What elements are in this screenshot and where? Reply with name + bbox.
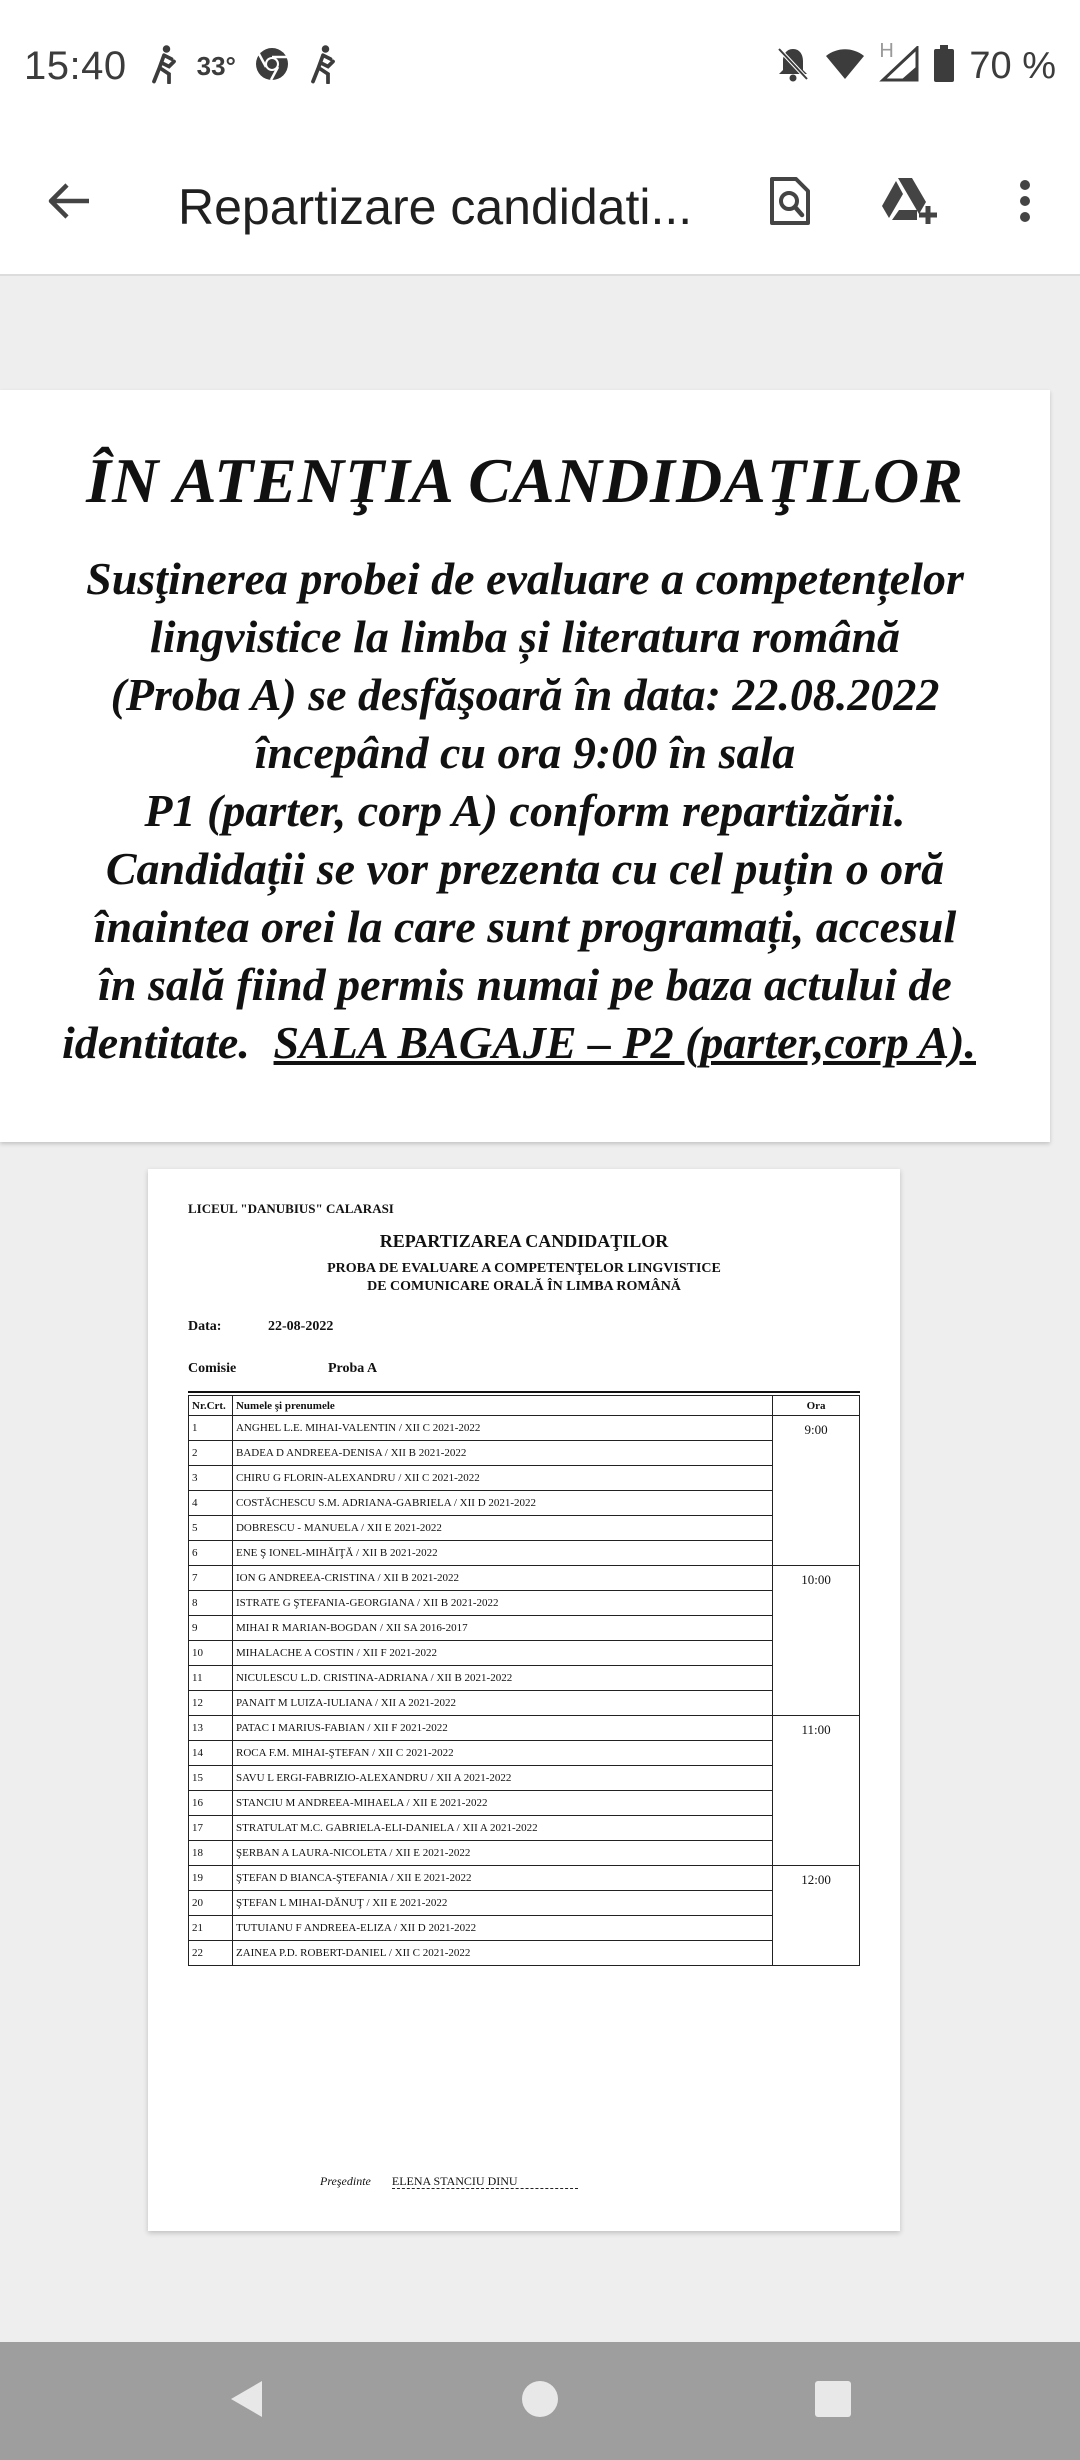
battery-percent: 70 %	[969, 44, 1056, 87]
column-header-time: Ora	[773, 1396, 860, 1416]
notifications-off-icon	[775, 45, 811, 88]
nav-back-icon	[228, 2378, 266, 2425]
status-bar	[0, 0, 1080, 132]
table-row	[189, 1791, 860, 1816]
candidate-name: ANGHEL L.E. MIHAI-VALENTIN / XII C 2021-2022	[232, 1416, 772, 1441]
document-subtitle: DE COMUNICARE ORALĂ ÎN LIMBA ROMÂNĂ	[367, 1279, 681, 1294]
row-number: 4	[189, 1491, 233, 1516]
battery-icon	[933, 45, 955, 88]
row-number: 7	[189, 1566, 233, 1591]
table-header	[189, 1396, 860, 1416]
divider	[188, 1391, 860, 1393]
date-value: 22-08-2022	[268, 1319, 334, 1334]
table-row	[189, 1916, 860, 1941]
table-row	[189, 1716, 860, 1741]
notice-body	[0, 550, 1050, 1072]
pdf-page-notice	[0, 390, 1050, 1142]
table-row	[189, 1691, 860, 1716]
row-number: 3	[189, 1466, 233, 1491]
candidate-name: MIHAI R MARIAN-BOGDAN / XII SA 2016-2017	[232, 1616, 772, 1641]
time-slot: 12:00	[773, 1866, 860, 1966]
candidate-name: ION G ANDREEA-CRISTINA / XII B 2021-2022	[232, 1566, 772, 1591]
table-row	[189, 1466, 860, 1491]
table-row	[189, 1516, 860, 1541]
candidate-name: ŞTEFAN D BIANCA-ŞTEFANIA / XII E 2021-2022	[232, 1866, 772, 1891]
candidate-name: ŞERBAN A LAURA-NICOLETA / XII E 2021-2022	[232, 1841, 772, 1866]
candidate-name: NICULESCU L.D. CRISTINA-ADRIANA / XII B 2021-2022	[232, 1666, 772, 1691]
notice-line: P1 (parter, corp A) conform repartizării.	[144, 785, 906, 836]
notice-line	[24, 1014, 1026, 1072]
add-to-drive-icon	[880, 176, 940, 231]
school-name: LICEUL "DANUBIUS" CALARASI	[188, 1201, 394, 1216]
document-subtitle: PROBA DE EVALUARE A COMPETENŢELOR LINGVISTICE	[327, 1261, 721, 1276]
time-slot: 9:00	[773, 1416, 860, 1566]
notice-line: înaintea orei la care sunt programați, accesul	[93, 901, 957, 952]
notice-heading: ÎN ATENŢIA CANDIDAŢILOR	[86, 445, 964, 516]
table-row	[189, 1591, 860, 1616]
notice-line: în sală fiind permis numai pe baza actului de	[98, 959, 952, 1010]
table-row	[189, 1441, 860, 1466]
notice-line: lingvistice la limba și literatura română	[149, 611, 901, 662]
candidate-name: COSTĂCHESCU S.M. ADRIANA-GABRIELA / XII D 2021-2022	[232, 1491, 772, 1516]
candidate-name: CHIRU G FLORIN-ALEXANDRU / XII C 2021-2022	[232, 1466, 772, 1491]
candidate-name: PATAC I MARIUS-FABIAN / XII F 2021-2022	[232, 1716, 772, 1741]
document-viewer[interactable]	[0, 278, 1080, 2342]
candidate-name: ISTRATE G ŞTEFANIA-GEORGIANA / XII B 2021-2022	[232, 1591, 772, 1616]
table-row	[189, 1541, 860, 1566]
nav-home-button[interactable]	[480, 2342, 600, 2460]
date-row	[188, 1319, 334, 1335]
more-vert-icon	[1018, 179, 1032, 228]
table-row	[189, 1866, 860, 1891]
commission-row	[188, 1361, 378, 1377]
candidate-name: DOBRESCU - MANUELA / XII E 2021-2022	[232, 1516, 772, 1541]
row-number: 11	[189, 1666, 233, 1691]
status-temperature: 33°	[196, 50, 236, 81]
signal-icon: H	[879, 46, 919, 87]
row-number: 9	[189, 1616, 233, 1641]
table-row	[189, 1941, 860, 1966]
row-number: 8	[189, 1591, 233, 1616]
pdf-page-allocation	[148, 1169, 900, 2231]
nav-home-icon	[520, 2379, 560, 2424]
row-number: 1	[189, 1416, 233, 1441]
notice-line: Candidații se vor prezenta cu cel puțin o oră	[105, 843, 945, 894]
table-body	[189, 1416, 860, 1966]
president-name: ELENA STANCIU DINU	[392, 2174, 578, 2189]
document-title: REPARTIZAREA CANDIDAŢILOR	[379, 1231, 669, 1251]
walk-icon	[149, 44, 179, 89]
candidate-name: STRATULAT M.C. GABRIELA-ELI-DANIELA / XII A 2021-2022	[232, 1816, 772, 1841]
president-label: Preşedinte	[320, 2174, 371, 2188]
table-row	[189, 1766, 860, 1791]
row-number: 20	[189, 1891, 233, 1916]
row-number: 6	[189, 1541, 233, 1566]
time-slot: 10:00	[773, 1566, 860, 1716]
row-number: 2	[189, 1441, 233, 1466]
table-row	[189, 1816, 860, 1841]
candidate-name: BADEA D ANDREEA-DENISA / XII B 2021-2022	[232, 1441, 772, 1466]
row-number: 12	[189, 1691, 233, 1716]
row-number: 15	[189, 1766, 233, 1791]
notice-line: Susţinerea probei de evaluare a competențelor	[86, 553, 964, 604]
candidate-name: SAVU L ERGI-FABRIZIO-ALEXANDRU / XII A 2021-2022	[232, 1766, 772, 1791]
table-row	[189, 1641, 860, 1666]
row-number: 21	[189, 1916, 233, 1941]
table-row	[189, 1616, 860, 1641]
row-number: 16	[189, 1791, 233, 1816]
candidate-name: MIHALACHE A COSTIN / XII F 2021-2022	[232, 1641, 772, 1666]
back-button[interactable]	[0, 131, 138, 275]
table-row	[189, 1491, 860, 1516]
president-signature-line	[320, 2174, 578, 2189]
find-in-page-icon	[768, 175, 812, 232]
add-to-drive-button[interactable]	[850, 131, 970, 275]
notice-line: (Proba A) se desfăşoară în data: 22.08.2022	[110, 669, 940, 720]
find-in-page-button[interactable]	[730, 131, 850, 275]
row-number: 13	[189, 1716, 233, 1741]
row-number: 19	[189, 1866, 233, 1891]
navigation-bar	[0, 2342, 1080, 2460]
row-number: 22	[189, 1941, 233, 1966]
candidate-name: ROCA F.M. MIHAI-ŞTEFAN / XII C 2021-2022	[232, 1741, 772, 1766]
column-header-name: Numele şi prenumele	[232, 1396, 772, 1416]
page-title: Repartizare candidati...	[178, 179, 693, 235]
candidate-name: ZAINEA P.D. ROBERT-DANIEL / XII C 2021-2022	[232, 1941, 772, 1966]
table-row	[189, 1416, 860, 1441]
nav-recents-icon	[814, 2380, 852, 2423]
back-arrow-icon	[47, 181, 91, 226]
table-row	[189, 1891, 860, 1916]
row-number: 10	[189, 1641, 233, 1666]
candidate-name: ŞTEFAN L MIHAI-DĂNUŢ / XII E 2021-2022	[232, 1891, 772, 1916]
row-number: 5	[189, 1516, 233, 1541]
table-row	[189, 1566, 860, 1591]
candidate-name: ENE Ş IONEL-MIHĂIŢĂ / XII B 2021-2022	[232, 1541, 772, 1566]
candidate-name: STANCIU M ANDREEA-MIHAELA / XII E 2021-2022	[232, 1791, 772, 1816]
notice-line-start: identitate.	[62, 1017, 250, 1068]
app-bar	[0, 132, 1080, 276]
table-row	[189, 1666, 860, 1691]
table-row	[189, 1741, 860, 1766]
row-number: 17	[189, 1816, 233, 1841]
notice-baggage-room: SALA BAGAJE – P2 (parter,corp A).	[273, 1017, 976, 1068]
nav-back-button[interactable]	[187, 2342, 307, 2460]
candidates-table	[188, 1395, 860, 1966]
chrome-icon	[254, 46, 290, 87]
nav-recents-button[interactable]	[773, 2342, 893, 2460]
walk-icon	[308, 44, 338, 89]
candidate-name: PANAIT M LUIZA-IULIANA / XII A 2021-2022	[232, 1691, 772, 1716]
column-header-nr: Nr.Crt.	[189, 1396, 233, 1416]
status-time: 15:40	[24, 43, 127, 88]
notice-line: începând cu ora 9:00 în sala	[254, 727, 796, 778]
candidate-name: TUTUIANU F ANDREEA-ELIZA / XII D 2021-2022	[232, 1916, 772, 1941]
more-options-button[interactable]	[970, 131, 1080, 275]
wifi-icon	[825, 47, 865, 86]
row-number: 18	[189, 1841, 233, 1866]
table-row	[189, 1841, 860, 1866]
time-slot: 11:00	[773, 1716, 860, 1866]
commission-value: Proba A	[328, 1361, 378, 1376]
date-label: Data:	[188, 1319, 222, 1334]
commission-label: Comisie	[188, 1361, 237, 1376]
row-number: 14	[189, 1741, 233, 1766]
